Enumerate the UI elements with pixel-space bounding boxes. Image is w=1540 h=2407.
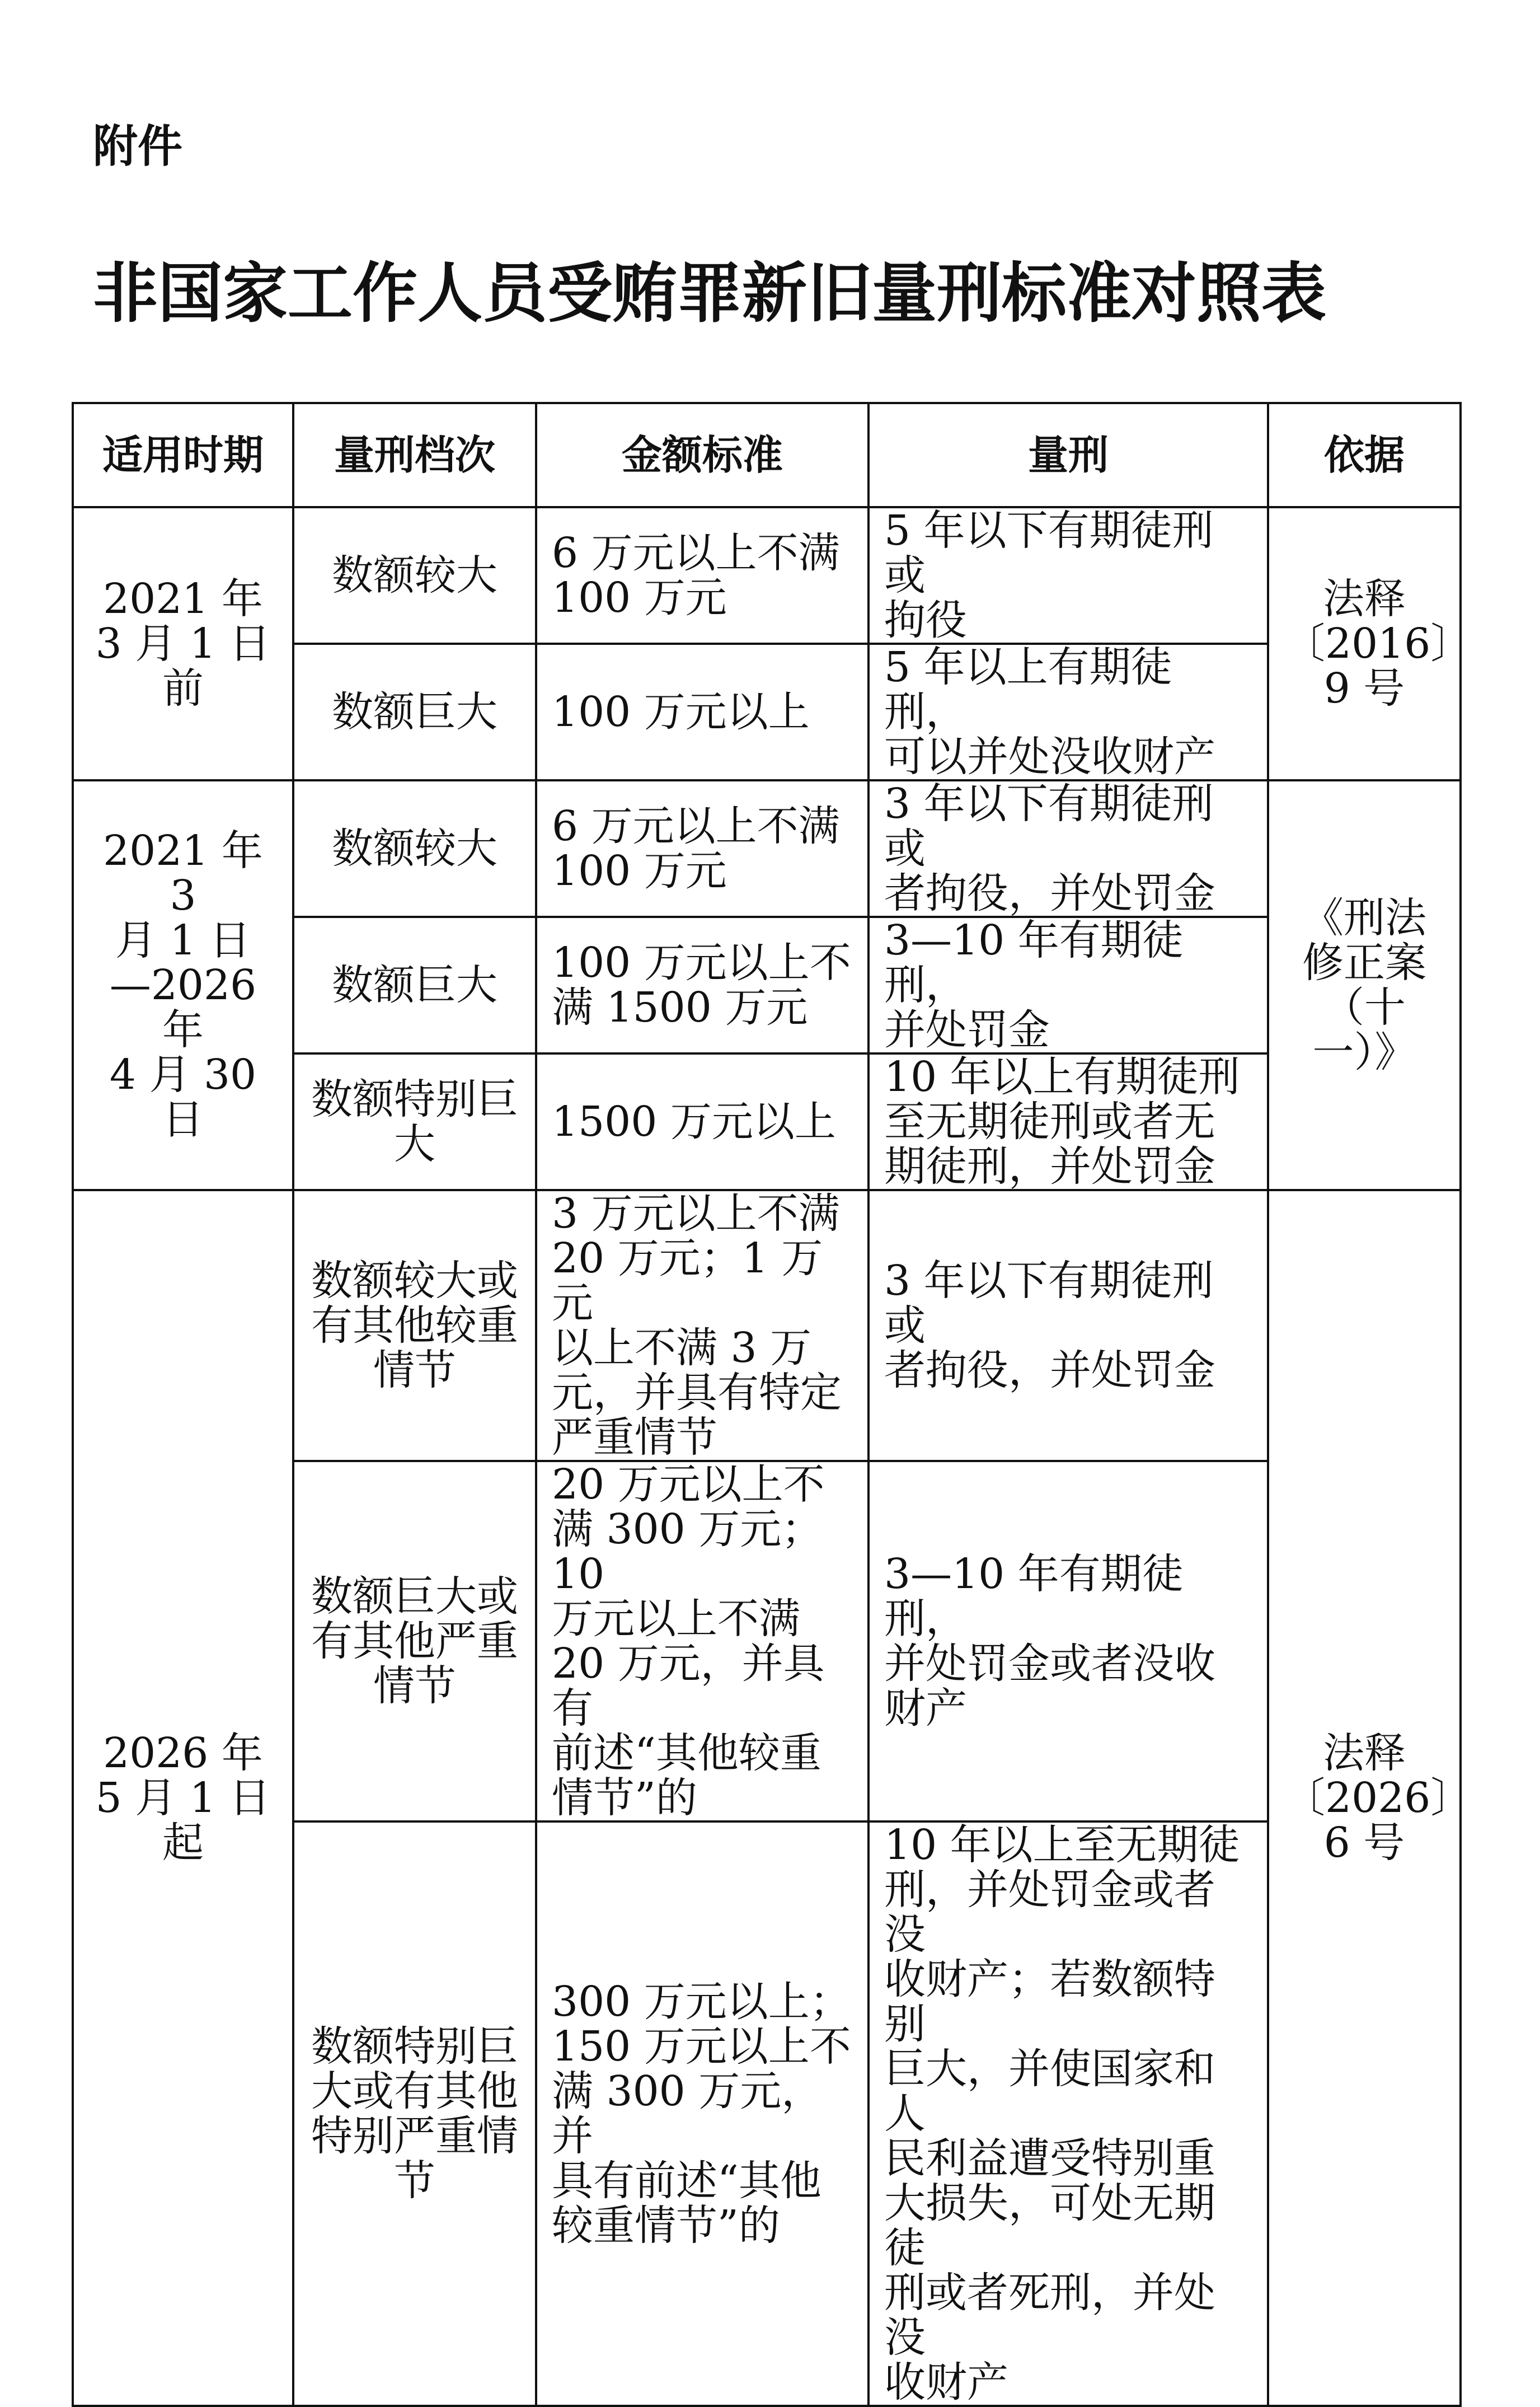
level-cell: 数额较大 xyxy=(293,780,536,917)
amount-cell: 100 万元以上不 满 1500 万元 xyxy=(536,917,868,1053)
level-cell: 数额巨大 xyxy=(293,644,536,780)
amount-cell: 3 万元以上不满 20 万元；1 万元 以上不满 3 万 元，并具有特定 严重情节 xyxy=(536,1190,868,1461)
amount-cell: 1500 万元以上 xyxy=(536,1053,868,1190)
sentence-cell: 10 年以上至无期徒 刑，并处罚金或者没 收财产；若数额特别 巨大，并使国家和人 民利益遭受特别重 大损失，可处无期徒 刑或者死刑，并处没 收财产 xyxy=(868,1821,1268,2406)
level-cell: 数额特别巨 大或有其他 特别严重情 节 xyxy=(293,1821,536,2406)
amount-cell: 6 万元以上不满 100 万元 xyxy=(536,780,868,917)
header-level: 量刑档次 xyxy=(293,403,536,507)
period-cell: 2021 年 3 月 1 日 —2026 年 4 月 30 日 xyxy=(73,780,293,1190)
amount-cell: 300 万元以上； 150 万元以上不 满 300 万元，并 具有前述“其他 较重情节”的 xyxy=(536,1821,868,2406)
level-cell: 数额巨大或 有其他严重 情节 xyxy=(293,1461,536,1821)
sentence-cell: 5 年以上有期徒刑， 可以并处没收财产 xyxy=(868,644,1268,780)
attachment-label: 附件 xyxy=(93,120,182,172)
page-title: 非国家工作人员受贿罪新旧量刑标准对照表 xyxy=(93,255,1326,331)
period-cell: 2021 年 3 月 1 日前 xyxy=(73,507,293,780)
basis-cell: 《刑法 修正案 （十一）》 xyxy=(1268,780,1461,1190)
amount-cell: 20 万元以上不 满 300 万元；10 万元以上不满 20 万元，并具有 前述“其他较重 情节”的 xyxy=(536,1461,868,1821)
sentence-cell: 3 年以下有期徒刑或 者拘役，并处罚金 xyxy=(868,780,1268,917)
amount-cell: 6 万元以上不满 100 万元 xyxy=(536,507,868,644)
table-header-row xyxy=(73,403,1461,507)
sentence-cell: 3—10 年有期徒刑， 并处罚金 xyxy=(868,917,1268,1053)
sentence-cell: 3 年以下有期徒刑或 者拘役，并处罚金 xyxy=(868,1190,1268,1461)
table-row xyxy=(73,507,1461,644)
basis-cell: 法释 〔2016〕 9 号 xyxy=(1268,507,1461,780)
sentence-cell: 3—10 年有期徒刑， 并处罚金或者没收 财产 xyxy=(868,1461,1268,1821)
header-basis: 依据 xyxy=(1268,403,1461,507)
level-cell: 数额特别巨 大 xyxy=(293,1053,536,1190)
table-row xyxy=(73,780,1461,917)
period-cell: 2026 年 5 月 1 日起 xyxy=(73,1190,293,2406)
sentence-cell: 10 年以上有期徒刑 至无期徒刑或者无 期徒刑，并处罚金 xyxy=(868,1053,1268,1190)
header-period: 适用时期 xyxy=(73,403,293,507)
amount-cell: 100 万元以上 xyxy=(536,644,868,780)
level-cell: 数额较大 xyxy=(293,507,536,644)
level-cell: 数额巨大 xyxy=(293,917,536,1053)
header-amount: 金额标准 xyxy=(536,403,868,507)
header-sentence: 量刑 xyxy=(868,403,1268,507)
level-cell: 数额较大或 有其他较重 情节 xyxy=(293,1190,536,1461)
basis-cell: 法释 〔2026〕 6 号 xyxy=(1268,1190,1461,2406)
table-row xyxy=(73,1190,1461,1461)
sentence-cell: 5 年以下有期徒刑或 拘役 xyxy=(868,507,1268,644)
sentencing-comparison-table xyxy=(72,402,1472,2407)
